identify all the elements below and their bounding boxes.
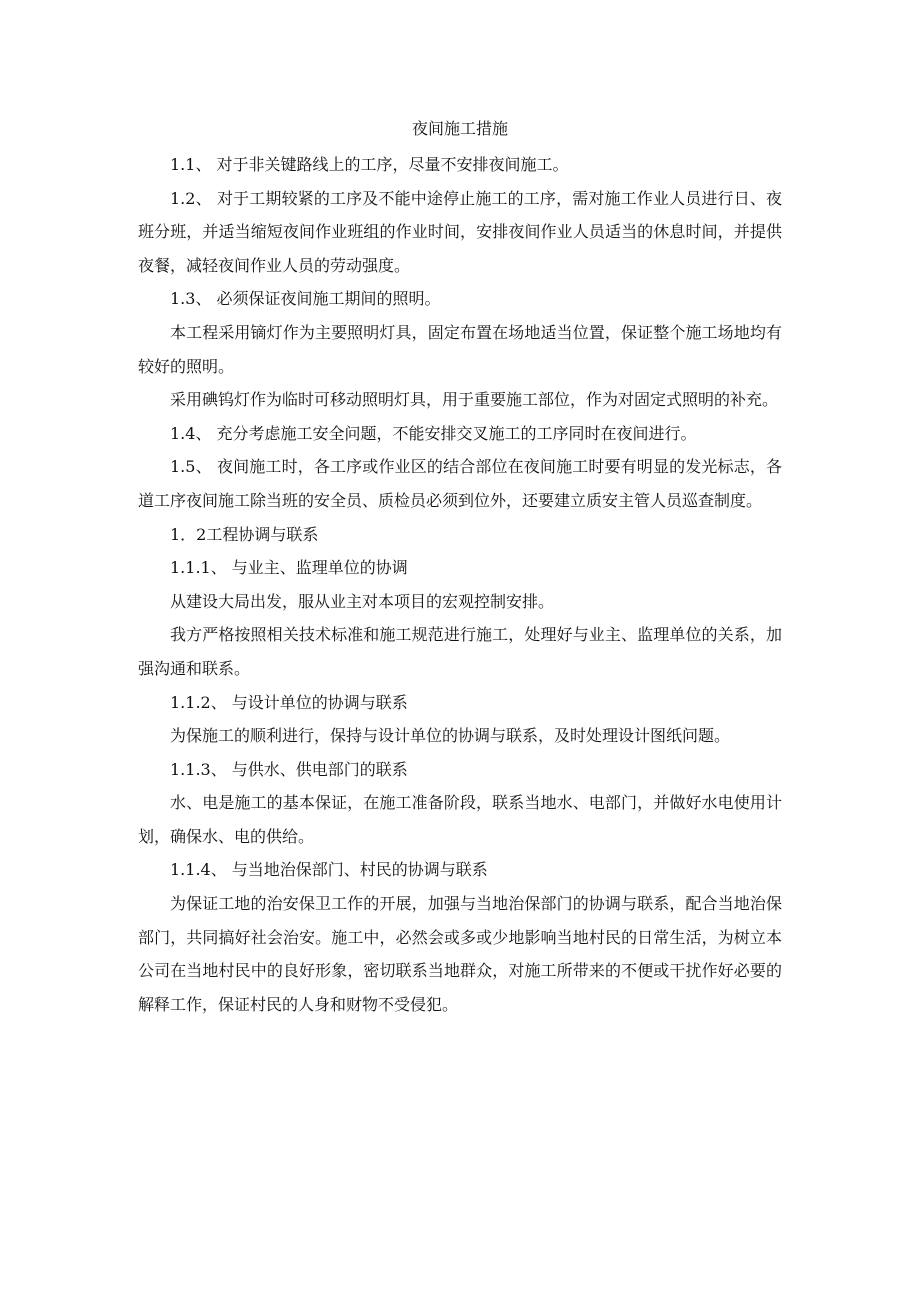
section-heading-coordination: 1．2工程协调与联系: [170, 524, 319, 544]
document-title: 夜间施工措施: [411, 119, 508, 138]
paragraph-lighting-mobile: 采用碘钨灯作为临时可移动照明灯具，用于重要施工部位，作为对固定式照明的补充。: [170, 390, 779, 410]
paragraph-1-2: 1.2、 对于工期较紧的工序及不能中途停止施工的工序，需对施工作业人员进行日、夜班分班，并适当缩短夜间作业班组的作业时间，安排夜间作业人员适当的休息时间，并提供夜餐，减轻夜间作业人员的劳动强度。: [138, 188, 782, 275]
paragraph-utilities: 水、电是施工的基本保证，在施工准备阶段，联系当地水、电部门，并做好水电使用计划，确保水、电的供给。: [138, 793, 782, 846]
paragraph-1-3: 1.3、 必须保证夜间施工期间的照明。: [170, 289, 441, 309]
paragraph-1-5: 1.5、 夜间施工时，各工序或作业区的结合部位在夜间施工时要有明显的发光标志，各道工序夜间施工除当班的安全员、质检员必须到位外，还要建立质安主管人员巡查制度。: [138, 457, 782, 510]
subheading-1-1-4: 1.1.4、 与当地治保部门、村民的协调与联系: [170, 860, 488, 880]
paragraph-owner-control: 从建设大局出发，服从业主对本项目的宏观控制安排。: [170, 591, 555, 611]
subheading-1-1-3: 1.1.3、 与供水、供电部门的联系: [170, 759, 408, 779]
subheading-1-1-2: 1.1.2、 与设计单位的协调与联系: [170, 692, 408, 712]
paragraph-owner-relations: 我方严格按照相关技术标准和施工规范进行施工，处理好与业主、监理单位的关系，加强沟通和联系。: [138, 625, 782, 678]
subheading-1-1-1: 1.1.1、 与业主、监理单位的协调: [170, 558, 408, 578]
paragraph-1-1: 1.1、 对于非关键路线上的工序，尽量不安排夜间施工。: [170, 155, 569, 174]
paragraph-1-4: 1.4、 充分考虑施工安全问题，不能安排交叉施工的工序同时在夜间进行。: [170, 423, 697, 443]
paragraph-design-coordination: 为保施工的顺利进行，保持与设计单位的协调与联系，及时处理设计图纸问题。: [170, 726, 731, 746]
paragraph-lighting-main: 本工程采用镝灯作为主要照明灯具，固定布置在场地适当位置，保证整个施工场地均有较好的照明。: [138, 322, 782, 376]
document-body: [138, 148, 782, 1021]
paragraph-security-villagers: 为保证工地的治安保卫工作的开展，加强与当地治保部门的协调与联系，配合当地治保部门，共同搞好社会治安。施工中，必然会或多或少地影响当地村民的日常生活，为树立本公司在当地村民中的良好形象，密切联系当地群众，对施工所带来的不便或干扰作好必要的解释工作，保证村民的人身和财物不受侵犯。: [138, 894, 782, 1014]
